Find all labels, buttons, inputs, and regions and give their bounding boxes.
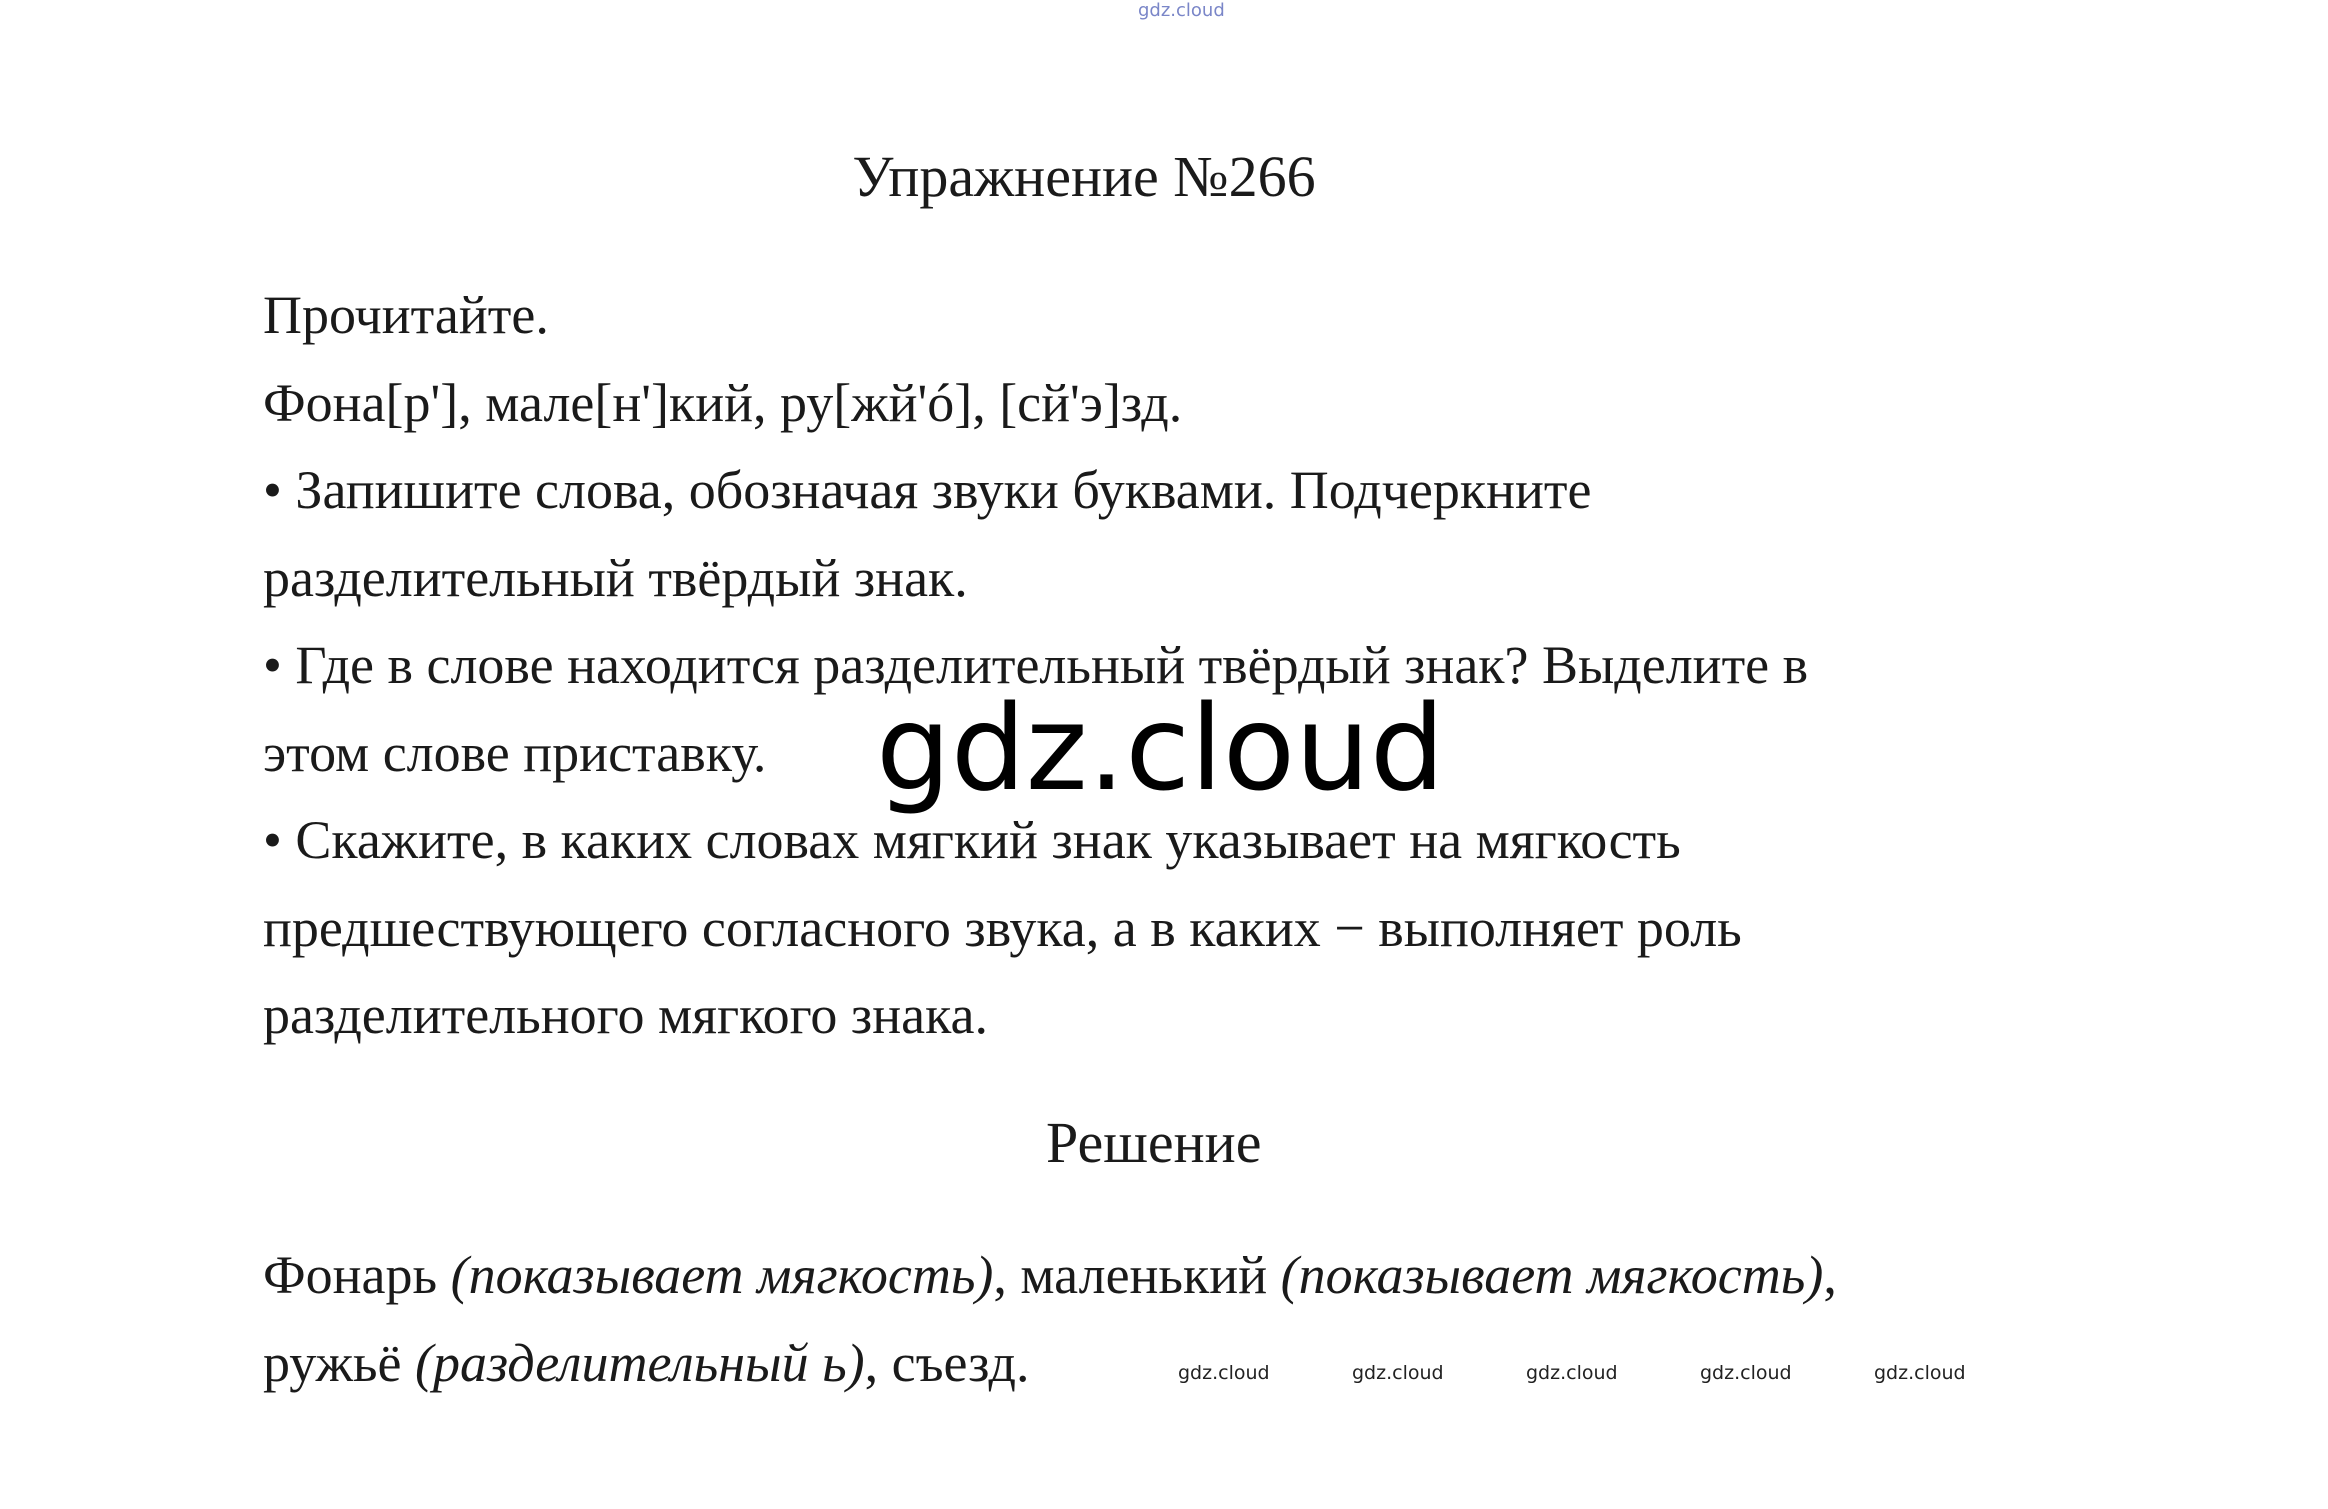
task-line: разделительного мягкого знака. — [263, 985, 988, 1045]
task-line: Прочитайте. — [263, 285, 549, 345]
center-watermark: gdz.cloud — [876, 679, 1445, 817]
top-watermark: gdz.cloud — [1138, 0, 1225, 21]
small-watermark: gdz.cloud — [1352, 1362, 1444, 1384]
answer-word: ружьё — [263, 1332, 415, 1393]
task-line: • Скажите, в каких словах мягкий знак указывает на мягкость — [263, 810, 1681, 870]
answer-note: (показывает мягкость) — [450, 1245, 994, 1305]
answer-word: , — [1823, 1245, 1837, 1305]
answer-word: , маленький — [993, 1245, 1281, 1305]
small-watermark: gdz.cloud — [1874, 1362, 1966, 1384]
answer-word: , съезд. — [864, 1332, 1030, 1393]
small-watermark: gdz.cloud — [1526, 1362, 1618, 1384]
answer-note: (разделительный ь) — [414, 1332, 865, 1393]
task-line: предшествующего согласного звука, а в каких − выполняет роль — [263, 897, 1742, 958]
task-line: разделительный твёрдый знак. — [263, 547, 968, 608]
answer-line-1 — [263, 1232, 2163, 1320]
task-line: этом слове приставку. — [263, 722, 767, 783]
answer-word: Фонарь — [263, 1245, 451, 1305]
task-line: Фона[р'], мале[н']кий, ру[жй'ó], [сй'э]зд. — [263, 372, 1183, 433]
small-watermark: gdz.cloud — [1178, 1362, 1270, 1384]
exercise-title-text: Упражнение №266 — [852, 144, 1316, 209]
task-text — [263, 272, 2163, 1060]
exercise-title — [0, 142, 2328, 212]
small-watermark: gdz.cloud — [1700, 1362, 1792, 1384]
answer-note: (показывает мягкость) — [1280, 1245, 1824, 1305]
task-line: • Где в слове находится разделительный твёрдый знак? Выделите в — [263, 635, 1809, 695]
solution-heading: Решение — [1046, 1110, 1262, 1175]
task-line: • Запишите слова, обозначая звуки буквами. Подчеркните — [263, 460, 1592, 520]
